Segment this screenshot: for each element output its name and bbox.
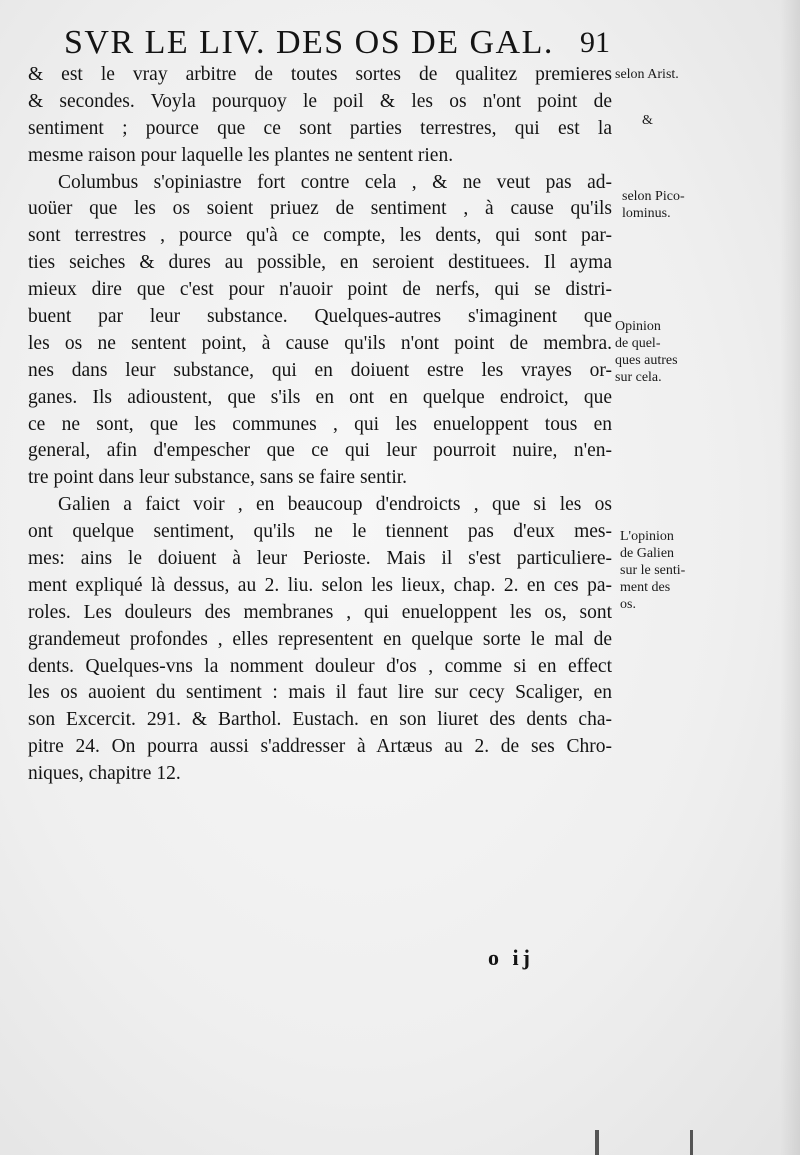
margin-note-line: Opinion: [615, 319, 661, 334]
margin-note-line: &: [642, 113, 653, 128]
text-line: son Excercit. 291. & Barthol. Eustach. en son liuret des dents cha-: [28, 709, 612, 731]
margin-note-ampersand: [642, 112, 800, 129]
bleed-through-text: [150, 770, 710, 1150]
text-line: sentiment ; pource que ce sont parties terrestres, qui est la: [28, 117, 612, 139]
text-line: mieux dire que c'est pour n'auoir point de nerfs, qui se distri-: [28, 279, 612, 301]
text-line: ties seiches & dures au possible, en seroient destituees. Il ayma: [28, 252, 612, 274]
margin-note-line: selon Pico-: [622, 189, 685, 204]
scan-edge-mark: [690, 1130, 693, 1155]
text-line: pitre 24. On pourra aussi s'addresser à Artæus au 2. de ses Chro-: [28, 736, 612, 758]
text-line: niques, chapitre 12.: [28, 763, 181, 785]
page-number: 91: [580, 26, 610, 59]
body-text: [28, 62, 612, 788]
margin-note-picolominus: [622, 188, 800, 222]
text-line: tre point dans leur substance, sans se faire sentir.: [28, 467, 408, 489]
margin-note-other-opinion: [615, 318, 795, 386]
text-line: nes dans leur substance, qui en doiuent estre les vrayes or-: [28, 359, 612, 381]
margin-note-line: sur le senti-: [620, 563, 686, 578]
text-line: grandemeut profondes , elles representent en quelque sorte le mal de: [28, 628, 612, 650]
margin-note-line: L'opinion: [620, 529, 674, 544]
text-line: ont quelque sentiment, qu'ils ne le tiennent pas d'eux mes-: [28, 521, 612, 543]
margin-note-line: sur cela.: [615, 370, 662, 385]
margin-note-line: ques autres: [615, 353, 678, 368]
text-line: sont terrestres , pource qu'à ce compte, les dents, qui sont par-: [28, 225, 612, 247]
text-line: roles. Les douleurs des membranes , qui enueloppent les os, sont: [28, 601, 612, 623]
margin-note-arist: [615, 66, 795, 83]
margin-note-galen-opinion: [620, 528, 800, 613]
text-line: ce ne sont, que les communes , qui les enueloppent tous en: [28, 413, 612, 435]
text-line: buent par leur substance. Quelques-autres s'imaginent que: [28, 306, 612, 328]
page-header: [0, 18, 800, 68]
text-line: Galien a faict voir , en beaucoup d'endroicts , que si les os: [58, 494, 612, 516]
text-line: & est le vray arbitre de toutes sortes de qualitez premieres: [28, 64, 612, 85]
text-line: Columbus s'opiniastre fort contre cela , & ne veut pas ad-: [58, 171, 612, 193]
text-line: mes: ains le doiuent à leur Perioste. Mais il s'est particuliere-: [28, 548, 612, 570]
margin-note-line: lominus.: [622, 206, 671, 221]
margin-note-line: ment des: [620, 580, 671, 595]
signature-mark: o ij: [488, 945, 534, 970]
text-line: general, afin d'empescher que ce qui leur pourroit nuire, n'en-: [28, 440, 612, 462]
margin-note-line: de quel-: [615, 336, 661, 351]
text-line: ment expliqué là dessus, au 2. liu. selon les lieux, chap. 2. en ces pa-: [28, 574, 612, 596]
margin-note-line: de Galien: [620, 546, 675, 561]
running-title: SVR LE LIV. DES OS DE GAL.: [64, 24, 554, 61]
text-line: les os auoient du sentiment : mais il faut lire sur cecy Scaliger, en: [28, 682, 612, 704]
text-line: mesme raison pour laquelle les plantes ne sentent rien.: [28, 144, 454, 166]
text-line: ganes. Ils adioustent, que s'ils en ont en quelque endroict, que: [28, 386, 612, 408]
text-line: les os ne sentent point, à cause qu'ils n'ont point de membra.: [28, 332, 612, 354]
text-line: dents. Quelques-vns la nomment douleur d'os , comme si en effect: [28, 655, 612, 677]
text-line: uoüer que les os soient priuez de sentiment , à cause qu'ils: [28, 198, 612, 220]
scan-edge-mark: [595, 1130, 599, 1155]
margin-note-line: selon Arist.: [615, 67, 679, 82]
margin-note-line: os.: [620, 597, 636, 612]
text-line: & secondes. Voyla pourquoy le poil & les os n'ont point de: [28, 90, 612, 112]
